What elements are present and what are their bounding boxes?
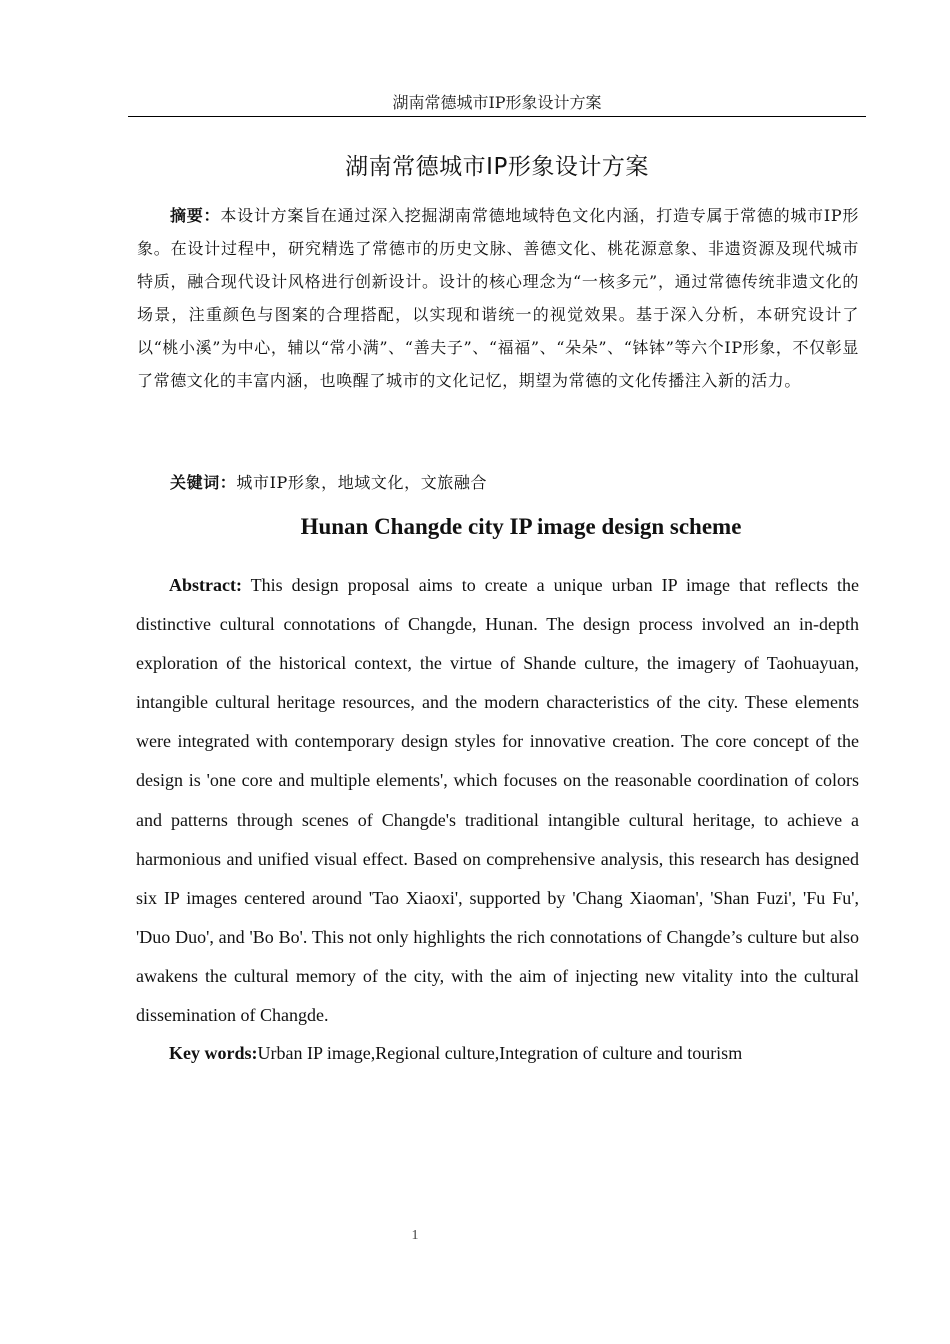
english-abstract <box>136 566 859 1035</box>
running-header: 湖南常德城市IP形象设计方案 <box>128 92 866 117</box>
english-title: Hunan Changde city IP image design scheme <box>300 514 742 539</box>
english-keywords <box>136 1034 859 1073</box>
chinese-abstract <box>137 199 859 397</box>
page-number: 1 <box>411 1228 419 1243</box>
chinese-abstract-label: 摘要： <box>170 206 221 225</box>
english-abstract-label: Abstract: <box>169 575 242 595</box>
chinese-keywords-label: 关键词： <box>170 473 237 492</box>
english-abstract-text: This design proposal aims to create a unique urban IP image that reflects the distinctive cultural connotations of Changde, Hunan. The design process involved an in-depth exploration of the historical context, the virtue of Shande culture, the imagery of Taohuayuan, intangible cultural heritage resources, and the modern characteristics of the city. These elements were integrated with contemporary design styles for innovative creation. The core concept of the design is 'one core and multiple elements', which focuses on the reasonable coordination of colors and patterns through scenes of Changde's traditional intangible cultural heritage, to achieve a harmonious and unified visual effect. Based on comprehensive analysis, this research has designed six IP images centered around 'Tao Xiaoxi', supported by 'Chang Xiaoman', 'Shan Fuzi', 'Fu Fu', 'Duo Duo', and 'Bo Bo'. This not only highlights the rich connotations of Changde’s culture but also awakens the cultural memory of the city, with the aim of injecting new vitality into the cultural dissemination of Changde. <box>136 575 859 1026</box>
english-keywords-label: Key words: <box>169 1043 258 1063</box>
chinese-keywords <box>137 466 859 499</box>
chinese-title: 湖南常德城市IP形象设计方案 <box>345 154 649 180</box>
chinese-abstract-text: 本设计方案旨在通过深入挖掘湖南常德地域特色文化内涵，打造专属于常德的城市IP形象。在设计过程中，研究精选了常德市的历史文脉、善德文化、桃花源意象、非遗资源及现代城市特质，融合现代设计风格进行创新设计。设计的核心理念为“一核多元”，通过常德传统非遗文化的场景，注重颜色与图案的合理搭配，以实现和谐统一的视觉效果。基于深入分析，本研究设计了以“桃小溪”为中心，辅以“常小满”、“善夫子”、“福福”、“朵朵”、“钵钵”等六个IP形象，不仅彰显了常德文化的丰富内涵，也唤醒了城市的文化记忆，期望为常德的文化传播注入新的活力。 <box>137 206 859 390</box>
chinese-keywords-text: 城市IP形象，地域文化，文旅融合 <box>236 473 488 492</box>
english-keywords-text: Urban IP image,Regional culture,Integration of culture and tourism <box>257 1043 743 1063</box>
